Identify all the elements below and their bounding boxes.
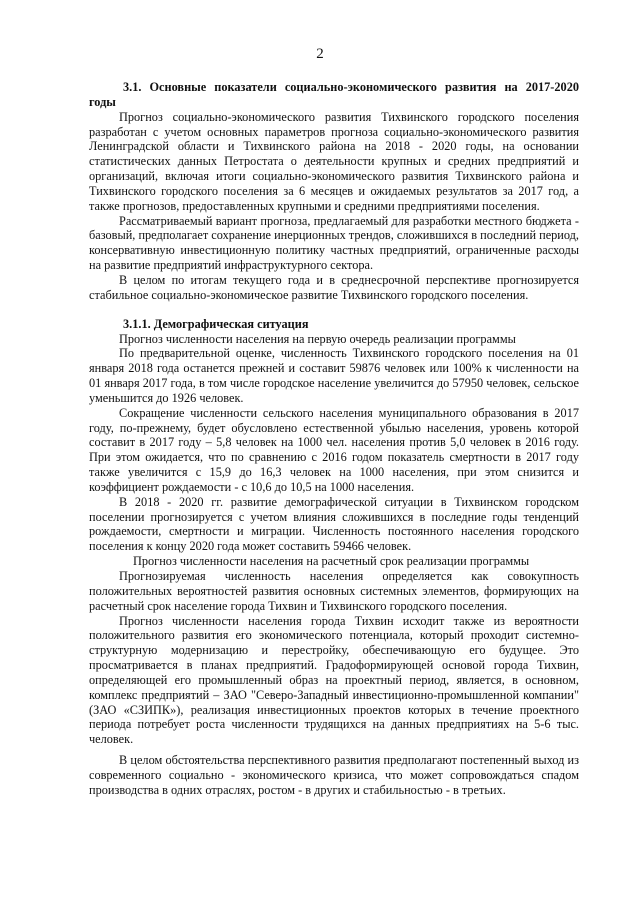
- paragraph: В целом обстоятельства перспективного развития предполагают постепенный выход из современного социально - экономического кризиса, что может сопровождаться спадом производства в одних отраслях, ростом - в других и стабильностью - в третьих.: [89, 753, 579, 797]
- paragraph: В 2018 - 2020 гг. развитие демографической ситуации в Тихвинском городском поселении прогнозируется с учетом влияния сложившихся в последние годы тенденций рождаемости, смертности и миграции. Численность постоянного населения городского поселения к концу 2020 года может составить 59466 человек.: [89, 494, 579, 554]
- paragraph: Прогнозируемая численность населения определяется как совокупность положительных вероятностей развития основных системных элементов, формирующих на расчетный срок население города Тихвин и Тихвинского городского поселения.: [89, 569, 579, 613]
- paragraph: Сокращение численности сельского населения муниципального образования в 2017 году, по-прежнему, будет обусловлено естественной убылью населения, уровень которой составит в 2017 году – 5,8 человек на 1000 чел. населения против 5,0 человек в 2016 году. При этом ожидается, что по сравнению с 2016 годом показатель смертности в 2017 году также увеличится с 15,9 до 16,3 человек на 1000 населения, при этом снизится и коэффициент рождаемости - с 10,6 до 10,5 на 1000 населения.: [89, 405, 579, 494]
- subsection-heading: 3.1.1. Демографическая ситуация: [123, 316, 309, 331]
- paragraph: Прогноз численности населения города Тихвин исходит также из вероятности положительного развития его экономического потенциала, который проходит системно-структурную модернизацию и перестройку, обеспечивающую его будущее. Это просматривается в планах предприятий. Градоформирующей основой города Тихвин, определяющей его промышленный образ на проектный период, является, в основном, комплекс предприятий – ЗАО "Северо-Западный инвестиционно-промышленной компании" (ЗАО «СЗИПК»), реализация инвестиционных проектов которых в течение проектного периода потребует роста численности трудящихся на данных предприятиях на 5-6 тыс. человек.: [89, 613, 579, 747]
- paragraph-subheading: Прогноз численности населения на первую очередь реализации программы: [119, 331, 516, 346]
- page-body: [89, 80, 579, 798]
- section-heading: 3.1. Основные показатели социально-экономического развития на 2017-2020 годы: [89, 80, 579, 109]
- paragraph: Прогноз социально-экономического развития Тихвинского городского поселения разработан с учетом основных параметров прогноза социально-экономического развития Ленинградской области и Тихвинского района на 2018 - 2020 годы, на основании статистических данных Петростата о деятельности крупных и средних предприятий и организаций, включая итоги социально-экономического развития Тихвинского района и Тихвинского городского поселения за 6 месяцев и ожидаемых результатов за 2017 год, а также прогнозов, предоставленных крупными и средними предприятиями поселения.: [89, 109, 579, 213]
- paragraph-subheading: Прогноз численности населения на расчетный срок реализации программы: [133, 554, 530, 569]
- paragraph: По предварительной оценке, численность Тихвинского городского поселения на 01 января 2018 года останется прежней и составит 59876 человек или 100% к численности на 01 января 2017 года, в том числе городское население увеличится до 57950 человек, сельское уменьшится до 1926 человек.: [89, 346, 579, 405]
- page-number: 2: [316, 46, 324, 62]
- paragraph: Рассматриваемый вариант прогноза, предлагаемый для разработки местного бюджета - базовый, предполагает сохранение инерционных трендов, сложившихся в последний период, консервативную инвестиционную политику частных предприятий, ограниченные расходы на развитие предприятий инфраструктурного сектора.: [89, 213, 580, 273]
- spacer: [89, 303, 579, 317]
- paragraph: В целом по итогам текущего года и в среднесрочной перспективе прогнозируется стабильное социально-экономическое развитие Тихвинского городского поселения.: [89, 272, 579, 302]
